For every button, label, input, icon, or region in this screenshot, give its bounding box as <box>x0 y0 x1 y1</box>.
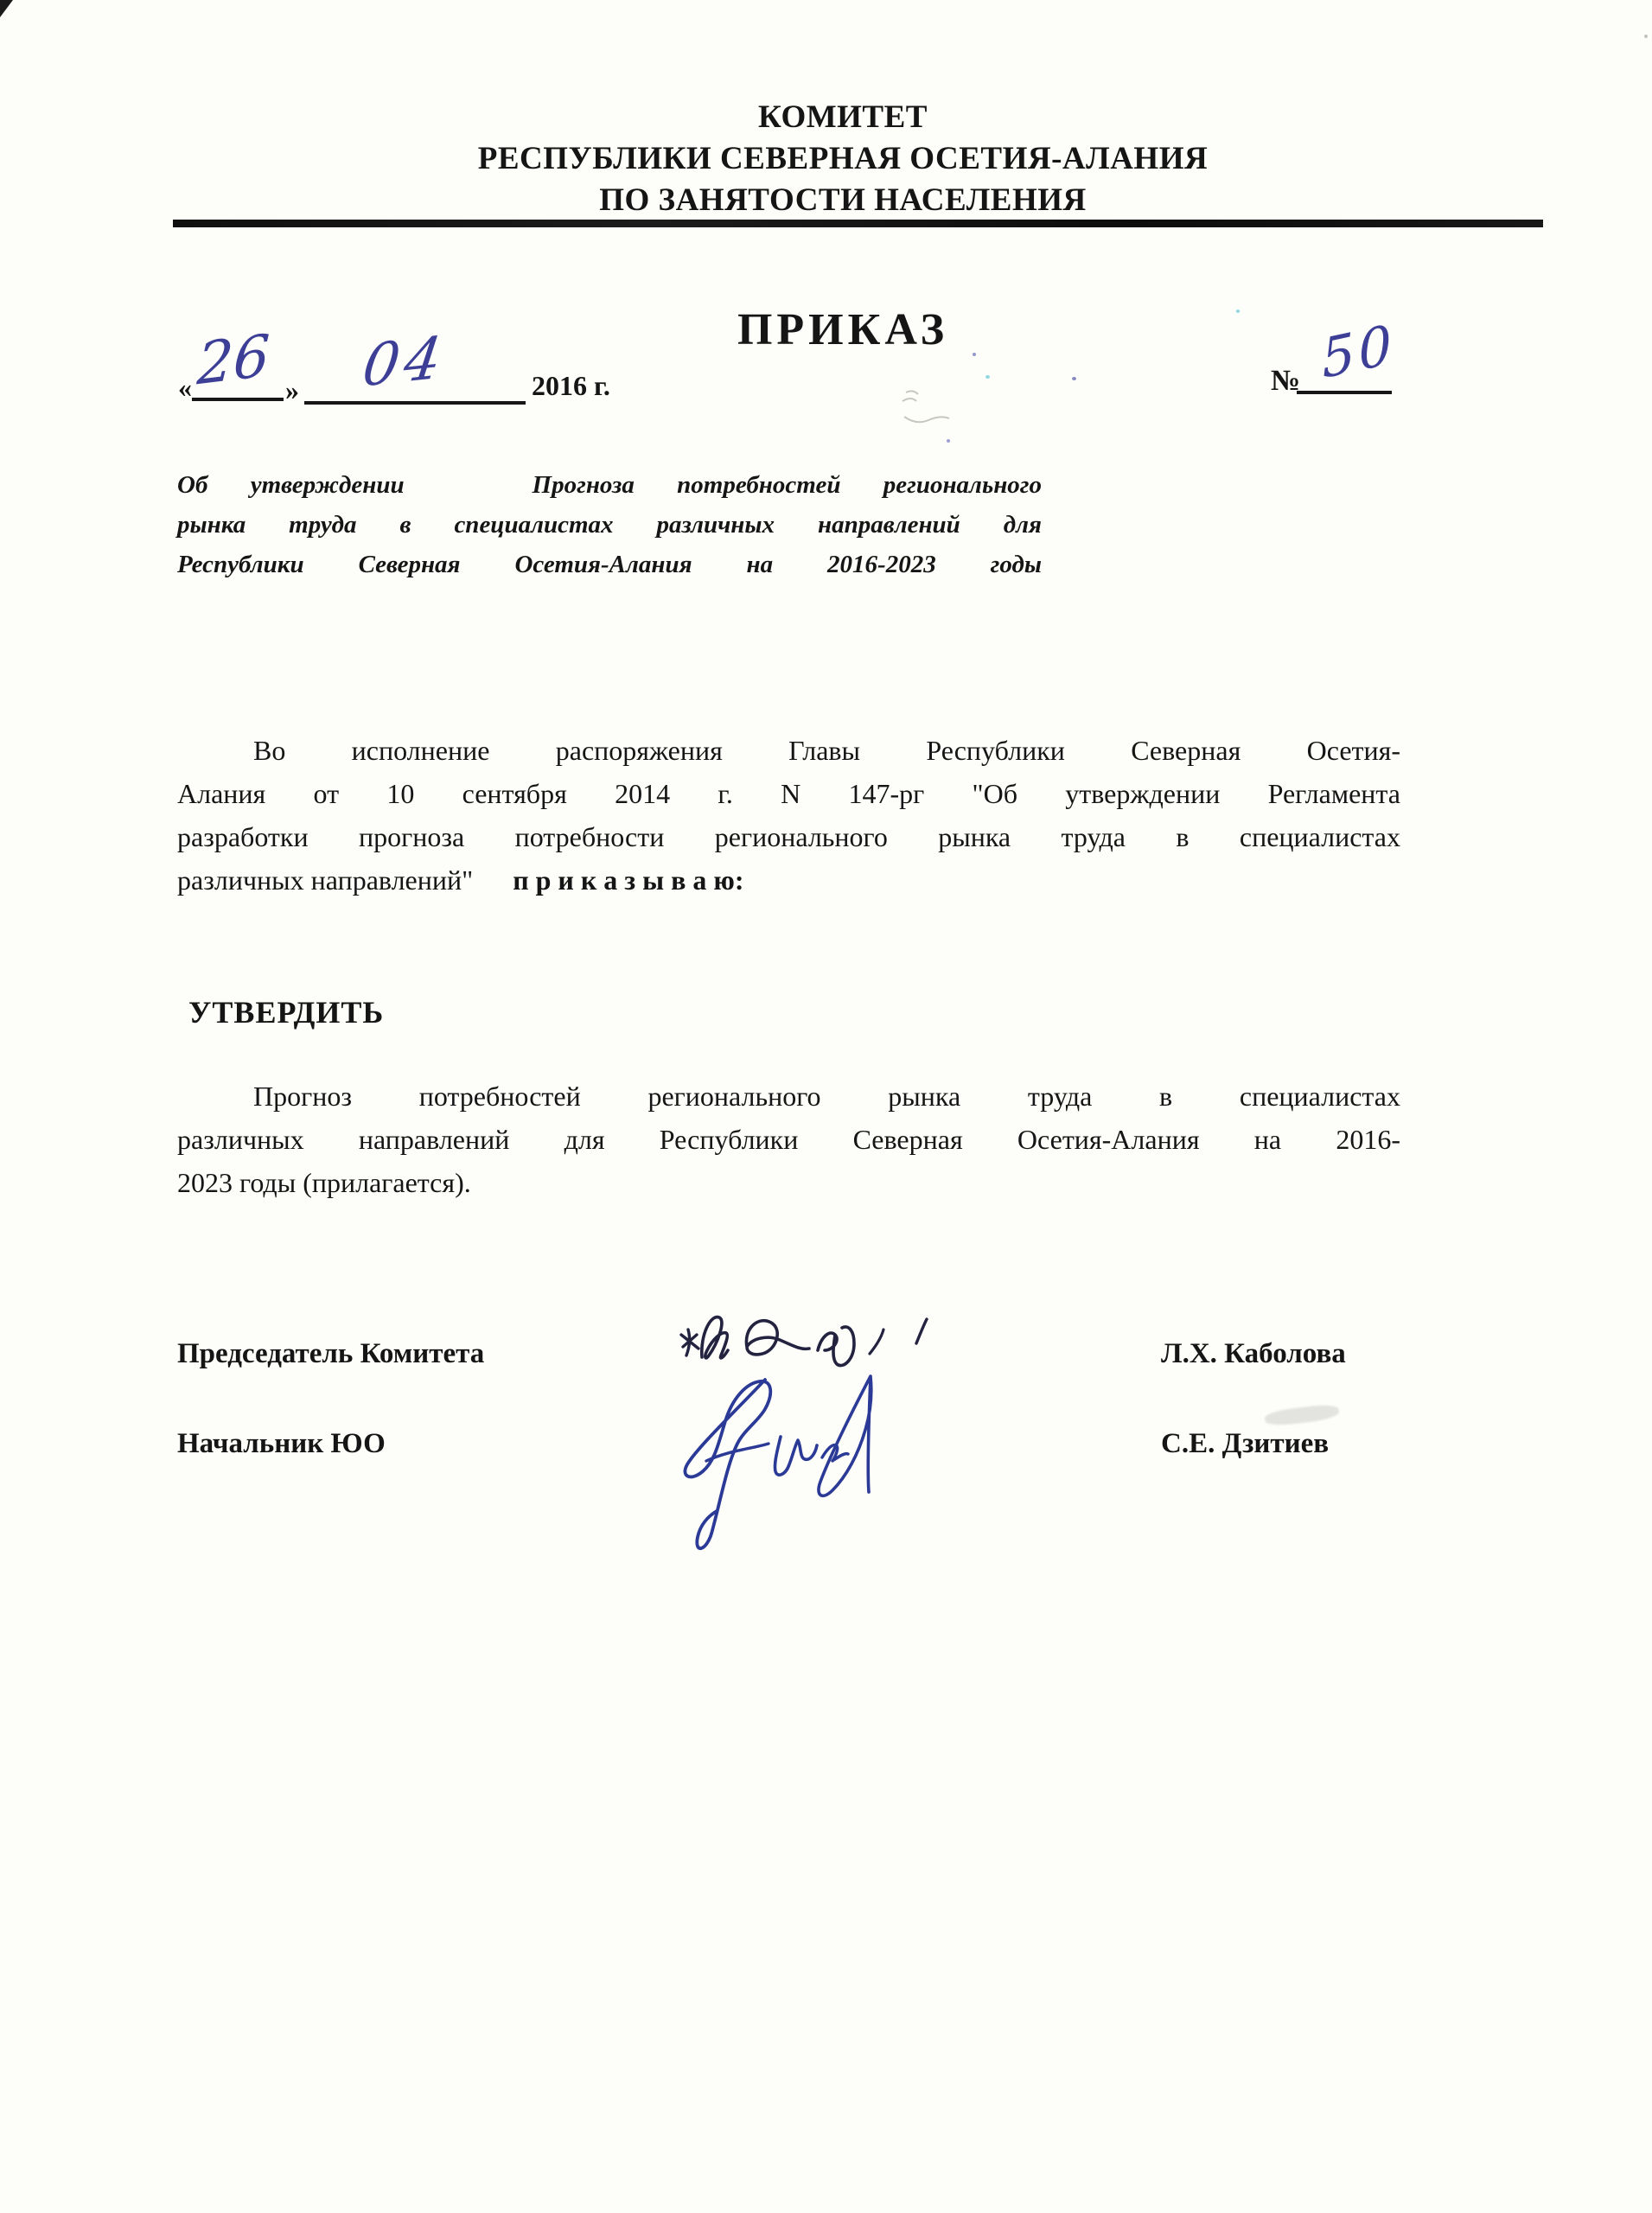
order-title: ПРИКАЗ <box>737 305 949 354</box>
subject-line: рынка труда в специалистах различных направлений для <box>177 511 1042 539</box>
handwritten-month: 04 <box>358 323 451 400</box>
signature-kabolova <box>657 1293 942 1397</box>
signatory-name-kabolova: Л.Х. Каболова <box>1161 1338 1346 1369</box>
approval-paragraph <box>177 1075 1400 1204</box>
organization-header <box>143 97 1543 221</box>
month-underline <box>304 401 526 405</box>
organization-header-line: РЕСПУБЛИКИ СЕВЕРНАЯ ОСЕТИЯ-АЛАНИЯ <box>477 141 1209 176</box>
subject-line: Об утверждении Прогноза потребностей регионального <box>177 471 1042 499</box>
resolution-heading: УТВЕРДИТЬ <box>188 995 385 1030</box>
order-paragraph-line: разработки прогноза потребности регионального рынка труда в специалистах <box>177 821 1400 852</box>
scan-speck <box>947 439 950 443</box>
scan-smudge <box>1264 1403 1340 1427</box>
approval-paragraph-lines <box>177 1075 1400 1161</box>
order-paragraph-last-line <box>177 858 1400 902</box>
organization-header-line: ПО ЗАНЯТОСТИ НАСЕЛЕНИЯ <box>599 182 1087 218</box>
signatory-title-chairman: Председатель Комитета <box>177 1338 485 1369</box>
signatory-title-head-legal: Начальник ЮО <box>177 1428 386 1459</box>
organization-header-line: КОМИТЕТ <box>758 99 928 135</box>
number-underline <box>1297 391 1392 394</box>
order-paragraph-last-text: различных направлений" <box>177 864 474 896</box>
year-label: 2016 г. <box>532 370 610 401</box>
signatory-name-dzitiev: С.Е. Дзитиев <box>1161 1428 1330 1459</box>
header-divider-rule <box>173 220 1543 227</box>
day-underline <box>192 398 284 401</box>
number-sign: № <box>1271 365 1301 397</box>
approval-paragraph-line: Прогноз потребностей регионального рынка труда в специалистах <box>253 1081 1400 1112</box>
approval-paragraph-last-line: 2023 годы (прилагается). <box>177 1167 471 1198</box>
order-paragraph-line: Во исполнение распоряжения Главы Республики Северная Осетия- <box>253 735 1400 766</box>
date-open-quote: « <box>178 372 192 403</box>
scan-speck <box>1072 377 1076 380</box>
scan-speck <box>985 375 990 379</box>
date-close-quote: » <box>285 374 299 405</box>
order-paragraph-lines <box>177 729 1400 858</box>
subject-line: Республики Северная Осетия-Алания на 2016-2023 годы <box>177 551 1042 578</box>
signature-dzitiev <box>661 1364 921 1567</box>
order-paragraph <box>177 729 1400 902</box>
approval-paragraph-line: различных направлений для Республики Северная Осетия-Алания на 2016- <box>177 1124 1400 1155</box>
scan-pencil-scribble <box>899 387 968 435</box>
order-subject <box>177 465 1042 584</box>
scan-corner-artifact <box>0 0 13 17</box>
order-paragraph-line: Алания от 10 сентября 2014 г. N 147-рг "Об утверждении Регламента <box>177 778 1400 809</box>
handwritten-order-number: 50 <box>1319 311 1398 392</box>
handwritten-day: 26 <box>195 322 271 399</box>
scan-speck <box>1644 35 1648 38</box>
order-verb: п р и к а з ы в а ю: <box>513 864 744 896</box>
